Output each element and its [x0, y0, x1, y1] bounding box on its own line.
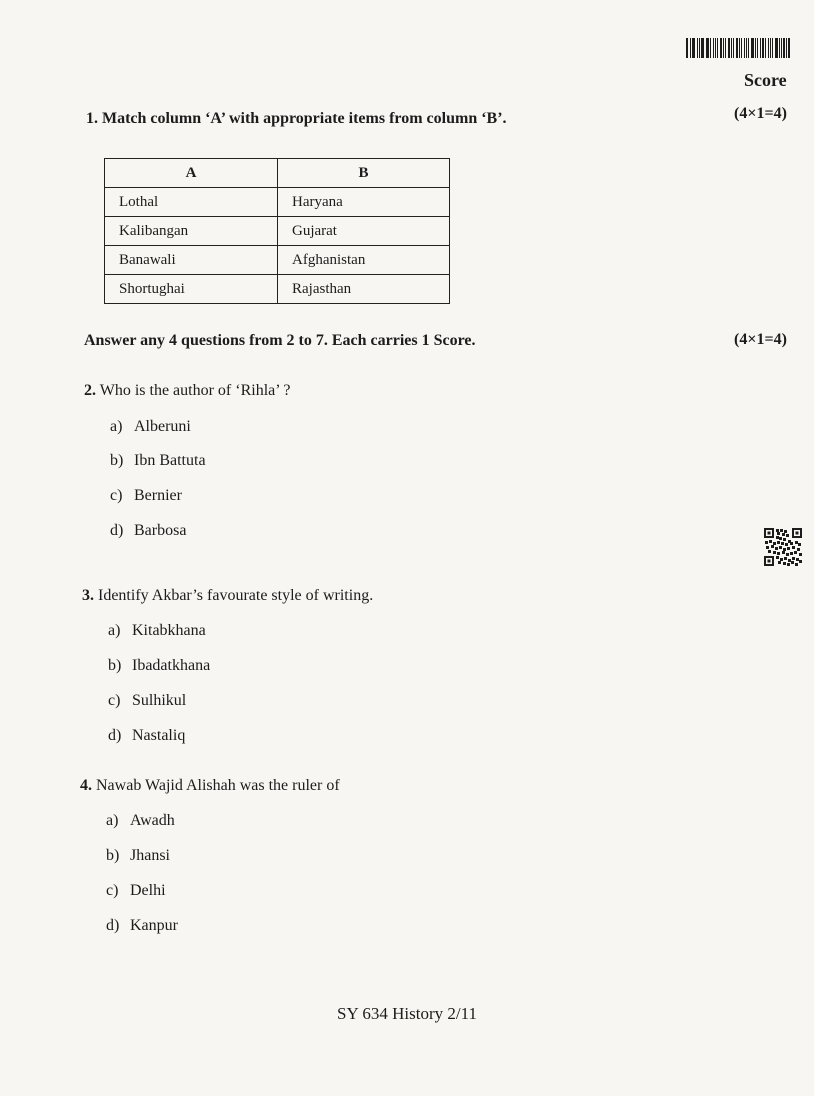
- barcode-bar: [768, 38, 769, 58]
- qr-module: [791, 561, 794, 564]
- table-row: [105, 188, 450, 217]
- option-text: Nastaliq: [132, 727, 186, 744]
- option-letter: b): [106, 847, 120, 864]
- qr-module: [782, 533, 785, 536]
- barcode-bar: [731, 38, 732, 58]
- option-text: Ibn Battuta: [134, 452, 206, 469]
- qr-module: [768, 550, 771, 553]
- barcode-bar: [686, 38, 688, 58]
- qr-module: [785, 543, 788, 546]
- qr-module: [775, 547, 778, 550]
- qr-module: [792, 546, 795, 549]
- option-b: [110, 452, 206, 470]
- qr-module: [783, 562, 786, 565]
- option-text: Jhansi: [130, 847, 170, 864]
- match-table-header: [105, 159, 450, 188]
- qr-module: [773, 542, 776, 545]
- qr-module: [797, 548, 800, 551]
- option-b: [106, 847, 170, 865]
- qr-module: [796, 532, 799, 535]
- question-3: [82, 587, 373, 605]
- qr-module: [779, 546, 782, 549]
- match-table: [104, 158, 450, 304]
- qr-module: [769, 540, 772, 543]
- option-text: Ibadatkhana: [132, 657, 211, 674]
- option-d: [108, 727, 185, 745]
- table-row: [105, 217, 450, 246]
- qr-module: [787, 563, 790, 566]
- column-a-header: A: [105, 159, 278, 188]
- barcode-bar: [720, 38, 722, 58]
- barcode-bar: [786, 38, 787, 58]
- question-2-text: Who is the author of ‘Rihla’ ?: [99, 382, 291, 399]
- option-b: [108, 657, 210, 675]
- barcode-bar: [770, 38, 772, 58]
- option-c: [110, 487, 182, 505]
- table-cell: Banawali: [105, 246, 278, 275]
- barcode-bar: [762, 38, 764, 58]
- option-letter: d): [108, 727, 122, 744]
- option-text: Barbosa: [134, 522, 187, 539]
- barcode-bar: [693, 38, 695, 58]
- option-a: [106, 812, 175, 830]
- barcode-bar: [736, 38, 738, 58]
- barcode-bar: [757, 38, 758, 58]
- barcode-bar: [725, 38, 726, 58]
- barcode-icon: [686, 38, 792, 58]
- barcode-bar: [701, 38, 704, 58]
- qr-module: [777, 552, 780, 555]
- qr-module: [799, 553, 802, 556]
- barcode-bar: [765, 38, 766, 58]
- question-2-number: 2.: [84, 382, 96, 399]
- option-c: [106, 882, 166, 900]
- qr-module: [765, 541, 768, 544]
- qr-module: [773, 551, 776, 554]
- option-text: Kitabkhana: [132, 622, 206, 639]
- table-cell: Rajasthan: [278, 275, 450, 304]
- qr-module: [768, 532, 771, 535]
- qr-module: [792, 557, 795, 560]
- qr-module: [768, 560, 771, 563]
- qr-module: [786, 534, 789, 537]
- qr-module: [784, 557, 787, 560]
- option-c: [108, 692, 186, 710]
- qr-module: [795, 541, 798, 544]
- barcode-bar: [755, 38, 757, 58]
- table-cell: Lothal: [105, 188, 278, 217]
- option-letter: a): [108, 622, 121, 639]
- option-text: Delhi: [130, 882, 166, 899]
- question-4-text: Nawab Wajid Alishah was the ruler of: [96, 777, 340, 794]
- option-letter: b): [108, 657, 122, 674]
- barcode-bar: [710, 38, 711, 58]
- barcode-bar: [746, 38, 747, 58]
- qr-module: [771, 545, 774, 548]
- barcode-bar: [728, 38, 731, 58]
- qr-module: [766, 546, 769, 549]
- score-label: Score: [744, 70, 787, 90]
- barcode-bar: [760, 38, 761, 58]
- barcode-bar: [699, 38, 700, 58]
- barcode-bar: [751, 38, 754, 58]
- table-row: [105, 246, 450, 275]
- barcode-bar: [783, 38, 785, 58]
- qr-module: [794, 551, 797, 554]
- barcode-bar: [715, 38, 716, 58]
- option-text: Sulhikul: [132, 692, 187, 709]
- barcode-bar: [775, 38, 778, 58]
- table-cell: Kalibangan: [105, 217, 278, 246]
- table-cell: Afghanistan: [278, 246, 450, 275]
- barcode-bar: [706, 38, 707, 58]
- barcode-bar: [788, 38, 790, 58]
- qr-module: [778, 561, 781, 564]
- table-row: [105, 275, 450, 304]
- qr-module: [790, 542, 793, 545]
- table-cell: Haryana: [278, 188, 450, 217]
- question-1-marks: (4×1=4): [734, 105, 787, 122]
- qr-module: [776, 556, 779, 559]
- question-3-text: Identify Akbar’s favourate style of writing.: [98, 587, 374, 604]
- barcode-bar: [717, 38, 719, 58]
- qr-module: [787, 547, 790, 550]
- qr-module: [776, 529, 779, 532]
- table-cell: Shortughai: [105, 275, 278, 304]
- question-1-number: 1.: [86, 110, 98, 127]
- section-instruction: Answer any 4 questions from 2 to 7. Each carries 1 Score.: [84, 332, 476, 349]
- qr-code-icon: [764, 528, 802, 566]
- qr-module: [799, 560, 802, 563]
- option-d: [110, 522, 186, 540]
- question-2: [84, 382, 290, 400]
- option-letter: c): [110, 487, 123, 504]
- question-4: [80, 777, 340, 795]
- barcode-bar: [692, 38, 693, 58]
- barcode-bar: [779, 38, 780, 58]
- barcode-bar: [781, 38, 782, 58]
- option-letter: c): [106, 882, 119, 899]
- option-letter: b): [110, 452, 124, 469]
- question-3-number: 3.: [82, 587, 94, 604]
- qr-module: [784, 530, 787, 533]
- barcode-bar: [772, 38, 773, 58]
- barcode-bar: [744, 38, 746, 58]
- qr-module: [777, 541, 780, 544]
- barcode-bar: [707, 38, 709, 58]
- barcode-bar: [690, 38, 691, 58]
- barcode-bar: [723, 38, 724, 58]
- qr-module: [780, 529, 783, 532]
- qr-module: [780, 558, 783, 561]
- qr-module: [796, 558, 799, 561]
- barcode-bar: [713, 38, 714, 58]
- option-text: Awadh: [130, 812, 175, 829]
- question-4-number: 4.: [80, 777, 92, 794]
- qr-module: [788, 559, 791, 562]
- qr-module: [786, 553, 789, 556]
- qr-module: [783, 548, 786, 551]
- qr-module: [783, 538, 786, 541]
- question-1-text: Match column ‘A’ with appropriate items from column ‘B’.: [102, 110, 507, 127]
- qr-module: [798, 543, 801, 546]
- option-letter: d): [106, 917, 120, 934]
- qr-module: [795, 563, 798, 566]
- qr-module: [777, 532, 780, 535]
- qr-module: [781, 542, 784, 545]
- qr-module: [776, 536, 779, 539]
- option-text: Alberuni: [134, 418, 191, 435]
- qr-module: [779, 537, 782, 540]
- qr-module: [782, 551, 785, 554]
- barcode-bar: [733, 38, 734, 58]
- option-letter: a): [110, 418, 123, 435]
- option-text: Kanpur: [130, 917, 178, 934]
- barcode-bar: [748, 38, 749, 58]
- option-d: [106, 917, 178, 935]
- barcode-bar: [739, 38, 740, 58]
- question-1: [86, 110, 507, 128]
- page-footer: SY 634 History 2/11: [337, 1004, 477, 1023]
- table-cell: Gujarat: [278, 217, 450, 246]
- option-letter: c): [108, 692, 121, 709]
- barcode-bar: [697, 38, 698, 58]
- option-text: Bernier: [134, 487, 182, 504]
- option-letter: a): [106, 812, 119, 829]
- qr-module: [790, 552, 793, 555]
- section-marks: (4×1=4): [734, 331, 787, 348]
- barcode-bar: [741, 38, 742, 58]
- option-a: [110, 418, 191, 436]
- column-b-header: B: [278, 159, 450, 188]
- option-letter: d): [110, 522, 124, 539]
- option-a: [108, 622, 206, 640]
